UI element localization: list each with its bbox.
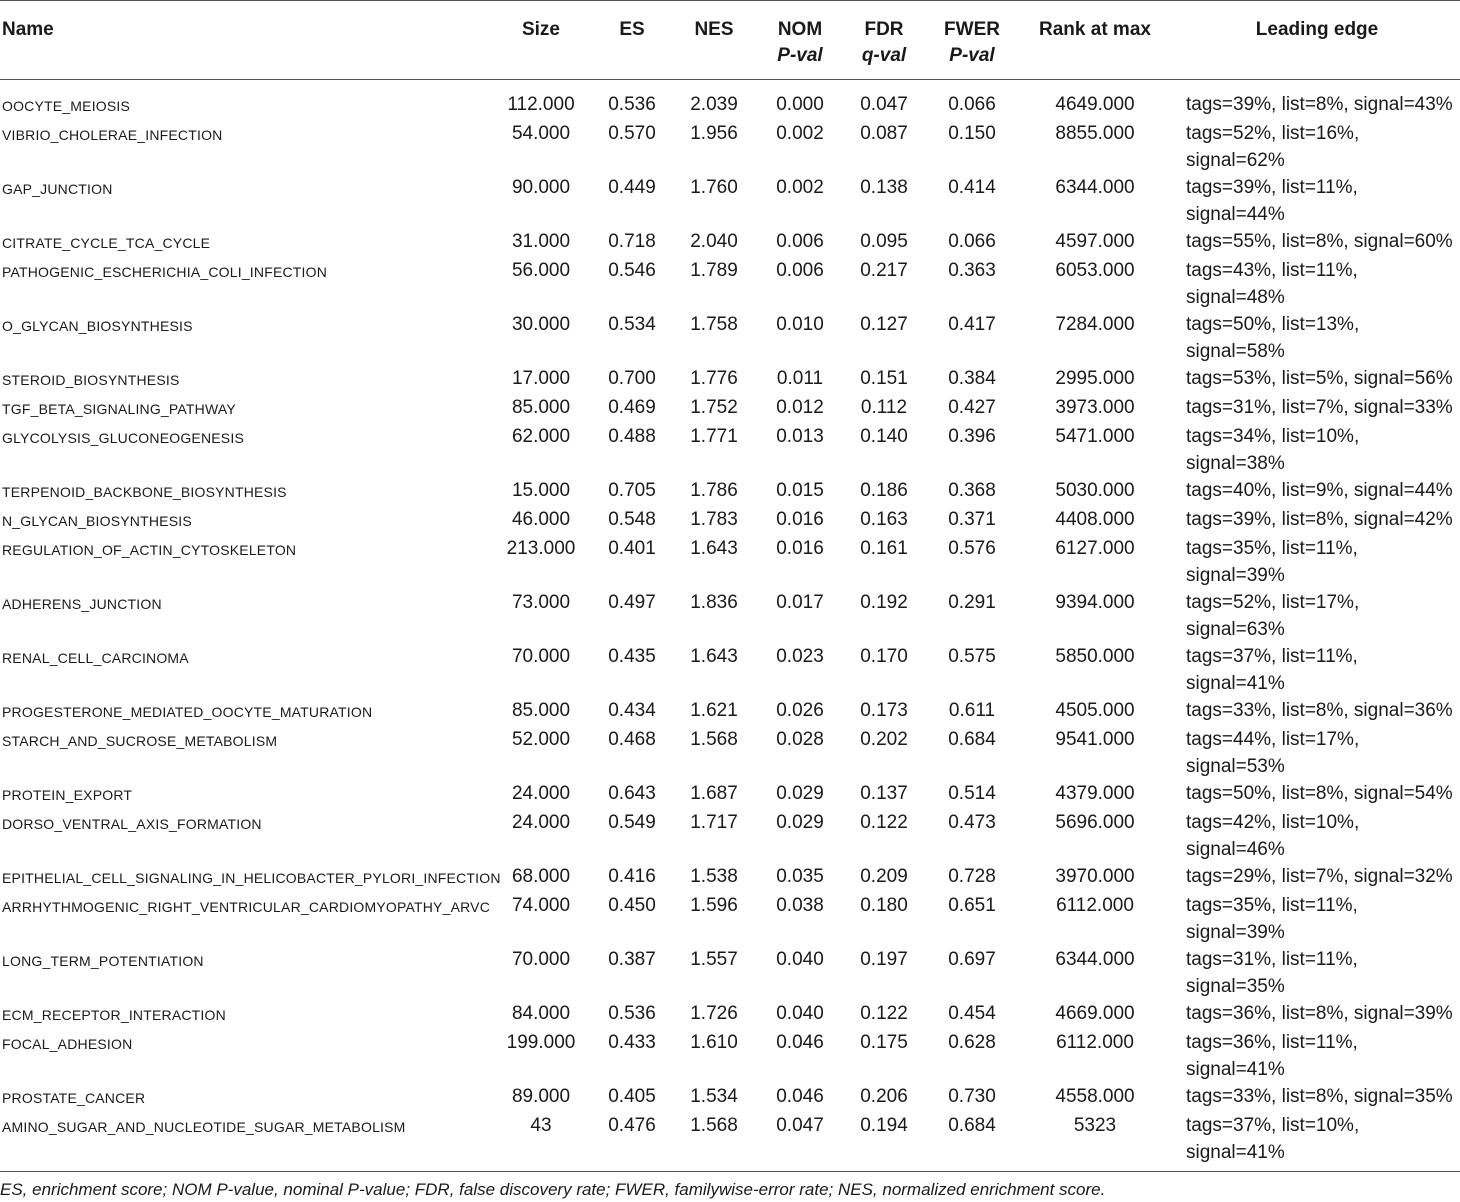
table-row: [0, 643, 1460, 697]
cell-nes: 1.568: [668, 1112, 760, 1172]
cell-leading-edge: tags=39%, list=11%, signal=44%: [1186, 177, 1358, 225]
cell-rank-at-max: 6344.000: [1055, 177, 1135, 198]
cell-rank-at-max: 4558.000: [1055, 1086, 1135, 1107]
cell-fwer-pval: 0.150: [948, 123, 996, 144]
table-row: [0, 535, 1460, 589]
cell-leading-edge: tags=31%, list=7%, signal=33%: [1186, 397, 1453, 418]
cell-es: 0.718: [608, 231, 656, 252]
cell-nom-pval: 0.040: [776, 1003, 824, 1024]
cell-nes: 1.568: [690, 729, 738, 750]
cell-leading-edge: tags=36%, list=8%, signal=39%: [1186, 1003, 1453, 1024]
cell-fdr-qval: 0.122: [860, 812, 908, 833]
cell-es: 0.416: [608, 866, 656, 887]
cell-fdr-qval: 0.122: [860, 1003, 908, 1024]
cell-leading-edge: tags=53%, list=5%, signal=56%: [1186, 368, 1453, 389]
cell-fdr-qval: 0.163: [860, 509, 908, 530]
cell-nom-pval: 0.016: [776, 509, 824, 530]
cell-nom-pval: 0.011: [776, 368, 824, 389]
table-row: [0, 506, 1460, 535]
cell-leading-edge: tags=37%, list=11%, signal=41%: [1186, 646, 1358, 694]
cell-es: 0.536: [608, 94, 656, 115]
cell-leading-edge: tags=50%, list=13%, signal=58%: [1186, 314, 1360, 362]
cell-fdr-qval: 0.112: [860, 397, 908, 418]
cell-es: 0.469: [608, 397, 656, 418]
table-row: [0, 697, 1460, 726]
cell-fwer-pval: 0.514: [948, 783, 996, 804]
cell-fdr-qval: 0.151: [860, 368, 908, 389]
cell-fwer-pval: 0.368: [948, 480, 996, 501]
cell-size: 74.000: [511, 895, 571, 916]
cell-fwer-pval: 0.396: [948, 426, 996, 447]
cell-nes: 1.717: [690, 812, 738, 833]
cell-fwer-pval: 0.684: [948, 729, 996, 750]
cell-fwer-pval: 0.575: [948, 646, 996, 667]
cell-nom-pval: 0.023: [776, 646, 824, 667]
cell-es: 0.700: [608, 368, 656, 389]
cell-nom-pval: 0.012: [776, 397, 824, 418]
cell-leading-edge: tags=39%, list=8%, signal=43%: [1186, 94, 1453, 115]
cell-name: AMINO_SUGAR_AND_NUCLEOTIDE_SUGAR_METABOLISM: [0, 1112, 486, 1172]
cell-leading-edge: tags=33%, list=8%, signal=36%: [1186, 700, 1453, 721]
cell-leading-edge: tags=50%, list=8%, signal=54%: [1186, 783, 1453, 804]
cell-name: TGF_BETA_SIGNALING_PATHWAY: [2, 401, 236, 417]
cell-name: O_GLYCAN_BIOSYNTHESIS: [2, 318, 193, 334]
cell-es: 0.435: [608, 646, 656, 667]
cell-rank-at-max: 4408.000: [1055, 509, 1135, 530]
header-name: Name: [0, 1, 486, 80]
table-row: [0, 120, 1460, 174]
cell-fwer-pval: 0.066: [948, 231, 996, 252]
cell-nom-pval: 0.006: [776, 260, 824, 281]
cell-name: PROTEIN_EXPORT: [2, 787, 133, 803]
cell-es: 0.387: [608, 949, 656, 970]
cell-fdr-qval: 0.087: [860, 123, 908, 144]
cell-fdr-qval: 0.138: [860, 177, 908, 198]
cell-es: 0.534: [608, 314, 656, 335]
cell-fdr-qval: 0.161: [860, 538, 908, 559]
cell-nes: 1.760: [690, 177, 738, 198]
cell-rank-at-max: 4649.000: [1055, 94, 1135, 115]
cell-fdr-qval: 0.047: [860, 94, 908, 115]
cell-nom-pval: 0.026: [776, 700, 824, 721]
cell-fwer-pval: 0.371: [948, 509, 996, 530]
cell-rank-at-max: 7284.000: [1055, 314, 1135, 335]
table-row: [0, 726, 1460, 780]
cell-fdr-qval: 0.192: [860, 592, 908, 613]
cell-leading-edge: tags=31%, list=11%, signal=35%: [1186, 949, 1358, 997]
cell-es: 0.549: [608, 812, 656, 833]
cell-name: FOCAL_ADHESION: [2, 1036, 133, 1052]
cell-name: ECM_RECEPTOR_INTERACTION: [2, 1007, 226, 1023]
cell-fwer-pval: 0.291: [948, 592, 996, 613]
cell-name: VIBRIO_CHOLERAE_INFECTION: [2, 127, 223, 143]
cell-size: 24.000: [511, 812, 571, 833]
cell-fwer-pval: 0.454: [948, 1003, 996, 1024]
cell-size: 90.000: [511, 177, 571, 198]
table-row: [0, 1000, 1460, 1029]
cell-leading-edge: tags=40%, list=9%, signal=44%: [1186, 480, 1453, 501]
cell-nes: 2.040: [690, 231, 738, 252]
cell-nes: 1.621: [690, 700, 738, 721]
cell-leading-edge: tags=35%, list=11%, signal=39%: [1186, 538, 1358, 586]
table-row: [0, 477, 1460, 506]
cell-nes: 1.752: [690, 397, 738, 418]
cell-nom-pval: 0.015: [776, 480, 824, 501]
header-fwer-line1: FWER: [944, 19, 1000, 40]
cell-fdr-qval: 0.197: [860, 949, 908, 970]
cell-size: 85.000: [511, 700, 571, 721]
cell-rank-at-max: 3970.000: [1055, 866, 1135, 887]
cell-size: 43: [486, 1112, 596, 1172]
cell-nes: 1.643: [690, 538, 738, 559]
table-row: [0, 311, 1460, 365]
cell-name: N_GLYCAN_BIOSYNTHESIS: [2, 513, 192, 529]
cell-nes: 1.956: [690, 123, 738, 144]
table-row: [0, 365, 1460, 394]
cell-fwer-pval: 0.730: [948, 1086, 996, 1107]
cell-size: 52.000: [511, 729, 571, 750]
cell-fdr-qval: 0.217: [860, 260, 908, 281]
cell-size: 15.000: [511, 480, 571, 501]
table-row: [0, 1112, 1460, 1172]
cell-name: GAP_JUNCTION: [2, 181, 113, 197]
cell-nom-pval: 0.010: [776, 314, 824, 335]
header-rank-at-max: Rank at max: [1016, 1, 1174, 80]
cell-name: ARRHYTHMOGENIC_RIGHT_VENTRICULAR_CARDIOMYOPATHY_ARVC: [2, 899, 491, 915]
cell-leading-edge: tags=52%, list=17%, signal=63%: [1186, 592, 1360, 640]
cell-name: DORSO_VENTRAL_AXIS_FORMATION: [2, 816, 262, 832]
cell-nes: 1.789: [690, 260, 738, 281]
cell-leading-edge: tags=42%, list=10%, signal=46%: [1186, 812, 1360, 860]
cell-es: 0.536: [608, 1003, 656, 1024]
cell-leading-edge: tags=55%, list=8%, signal=60%: [1186, 231, 1453, 252]
cell-fwer-pval: 0.651: [948, 895, 996, 916]
cell-nes: 1.836: [690, 592, 738, 613]
header-fdr-line2: q-val: [861, 45, 907, 66]
cell-rank-at-max: 4597.000: [1055, 231, 1135, 252]
cell-name: GLYCOLYSIS_GLUCONEOGENESIS: [2, 430, 244, 446]
cell-name: RENAL_CELL_CARCINOMA: [2, 650, 189, 666]
cell-nom-pval: 0.002: [776, 123, 824, 144]
cell-size: 46.000: [511, 509, 571, 530]
header-leading-edge: Leading edge: [1174, 1, 1460, 80]
cell-es: 0.488: [608, 426, 656, 447]
cell-nes: 1.538: [690, 866, 738, 887]
cell-leading-edge: tags=43%, list=11%, signal=48%: [1186, 260, 1358, 308]
cell-rank-at-max: 5696.000: [1055, 812, 1135, 833]
table-body: [0, 80, 1460, 1172]
cell-name: STARCH_AND_SUCROSE_METABOLISM: [2, 733, 278, 749]
cell-leading-edge: tags=34%, list=10%, signal=38%: [1186, 426, 1360, 474]
cell-leading-edge: tags=33%, list=8%, signal=35%: [1186, 1086, 1453, 1107]
cell-nes: 1.776: [690, 368, 738, 389]
cell-nes: 1.726: [690, 1003, 738, 1024]
cell-size: 199.000: [506, 1032, 576, 1053]
cell-name: EPITHELIAL_CELL_SIGNALING_IN_HELICOBACTER_PYLORI_INFECTION: [2, 870, 501, 886]
cell-fdr-qval: 0.206: [860, 1086, 908, 1107]
cell-nes: 1.557: [690, 949, 738, 970]
cell-nes: 2.039: [690, 94, 738, 115]
cell-es: 0.705: [608, 480, 656, 501]
cell-name: PROSTATE_CANCER: [2, 1090, 146, 1106]
cell-fwer-pval: 0.697: [948, 949, 996, 970]
cell-rank-at-max: 9394.000: [1055, 592, 1135, 613]
cell-fdr-qval: 0.175: [860, 1032, 908, 1053]
table-row: [0, 257, 1460, 311]
cell-fwer-pval: 0.684: [928, 1112, 1016, 1172]
cell-size: 213.000: [506, 538, 576, 559]
cell-leading-edge: tags=37%, list=10%, signal=41%: [1174, 1112, 1460, 1172]
header-nom-pval: [760, 1, 840, 80]
cell-nes: 1.783: [690, 509, 738, 530]
cell-size: 62.000: [511, 426, 571, 447]
cell-nom-pval: 0.002: [776, 177, 824, 198]
table-row: [0, 780, 1460, 809]
cell-nes: 1.786: [690, 480, 738, 501]
cell-fdr-qval: 0.137: [860, 783, 908, 804]
cell-es: 0.570: [608, 123, 656, 144]
cell-nom-pval: 0.006: [776, 231, 824, 252]
cell-nom-pval: 0.046: [776, 1032, 824, 1053]
cell-nom-pval: 0.017: [776, 592, 824, 613]
table-row: [0, 423, 1460, 477]
cell-fwer-pval: 0.414: [948, 177, 996, 198]
cell-size: 70.000: [511, 949, 571, 970]
header-fwer-line2: P-val: [949, 45, 995, 66]
cell-leading-edge: tags=29%, list=7%, signal=32%: [1186, 866, 1453, 887]
table-row: [0, 394, 1460, 423]
cell-name: ADHERENS_JUNCTION: [2, 596, 162, 612]
cell-rank-at-max: 4505.000: [1055, 700, 1135, 721]
cell-rank-at-max: 6344.000: [1055, 949, 1135, 970]
cell-size: 17.000: [511, 368, 571, 389]
header-nes: NES: [668, 1, 760, 80]
header-nom-line2: P-val: [777, 45, 823, 66]
cell-size: 31.000: [511, 231, 571, 252]
cell-name: STEROID_BIOSYNTHESIS: [2, 372, 180, 388]
cell-leading-edge: tags=36%, list=11%, signal=41%: [1186, 1032, 1358, 1080]
cell-es: 0.449: [608, 177, 656, 198]
cell-fwer-pval: 0.728: [948, 866, 996, 887]
cell-size: 84.000: [511, 1003, 571, 1024]
cell-nom-pval: 0.047: [760, 1112, 840, 1172]
table-row: [0, 1029, 1460, 1083]
table-header: [0, 1, 1460, 80]
cell-fwer-pval: 0.473: [948, 812, 996, 833]
table-row: [0, 863, 1460, 892]
cell-rank-at-max: 8855.000: [1055, 123, 1135, 144]
cell-es: 0.433: [608, 1032, 656, 1053]
cell-nes: 1.687: [690, 783, 738, 804]
table-row: [0, 1083, 1460, 1112]
cell-rank-at-max: 3973.000: [1055, 397, 1135, 418]
header-fdr-qval: [840, 1, 928, 80]
cell-nom-pval: 0.029: [776, 783, 824, 804]
table-row: [0, 589, 1460, 643]
cell-nom-pval: 0.028: [776, 729, 824, 750]
header-fdr-line1: FDR: [864, 19, 904, 40]
cell-nom-pval: 0.013: [776, 426, 824, 447]
cell-rank-at-max: 5030.000: [1055, 480, 1135, 501]
cell-leading-edge: tags=35%, list=11%, signal=39%: [1186, 895, 1358, 943]
cell-fwer-pval: 0.427: [948, 397, 996, 418]
cell-nom-pval: 0.029: [776, 812, 824, 833]
cell-name: OOCYTE_MEIOSIS: [2, 98, 131, 114]
cell-nom-pval: 0.000: [776, 94, 824, 115]
cell-nom-pval: 0.046: [776, 1086, 824, 1107]
cell-fdr-qval: 0.170: [860, 646, 908, 667]
cell-leading-edge: tags=52%, list=16%, signal=62%: [1186, 123, 1360, 171]
cell-size: 68.000: [511, 866, 571, 887]
cell-size: 112.000: [507, 94, 575, 115]
cell-size: 30.000: [511, 314, 571, 335]
table-row: [0, 228, 1460, 257]
cell-size: 24.000: [511, 783, 571, 804]
cell-rank-at-max: 4669.000: [1055, 1003, 1135, 1024]
header-size: Size: [486, 1, 596, 80]
cell-nes: 1.758: [690, 314, 738, 335]
cell-nom-pval: 0.035: [776, 866, 824, 887]
cell-fwer-pval: 0.384: [948, 368, 996, 389]
table-row: [0, 174, 1460, 228]
cell-rank-at-max: 5323: [1016, 1112, 1174, 1172]
cell-nom-pval: 0.038: [776, 895, 824, 916]
cell-es: 0.434: [608, 700, 656, 721]
header-fwer-pval: [928, 1, 1016, 80]
cell-es: 0.468: [608, 729, 656, 750]
cell-size: 85.000: [511, 397, 571, 418]
cell-nes: 1.596: [690, 895, 738, 916]
cell-rank-at-max: 6053.000: [1055, 260, 1135, 281]
cell-fwer-pval: 0.417: [948, 314, 996, 335]
table-footnote: ES, enrichment score; NOM P-value, nominal P-value; FDR, false discovery rate; FWER, familywise-error rate; NES, normalized enrichment score.: [0, 1180, 1106, 1199]
cell-name: CITRATE_CYCLE_TCA_CYCLE: [2, 235, 211, 251]
cell-es: 0.546: [608, 260, 656, 281]
cell-nes: 1.610: [690, 1032, 738, 1053]
cell-rank-at-max: 6112.000: [1056, 1032, 1134, 1053]
cell-es: 0.401: [608, 538, 656, 559]
cell-rank-at-max: 2995.000: [1055, 368, 1135, 389]
table-row: [0, 892, 1460, 946]
cell-size: 73.000: [511, 592, 571, 613]
table-row: [0, 946, 1460, 1000]
header-nom-line1: NOM: [777, 19, 823, 40]
cell-fdr-qval: 0.180: [860, 895, 908, 916]
cell-size: 70.000: [511, 646, 571, 667]
cell-size: 89.000: [511, 1086, 571, 1107]
header-row: [0, 1, 1460, 80]
cell-nom-pval: 0.016: [776, 538, 824, 559]
cell-fdr-qval: 0.202: [860, 729, 908, 750]
cell-fdr-qval: 0.186: [860, 480, 908, 501]
cell-nom-pval: 0.040: [776, 949, 824, 970]
cell-rank-at-max: 9541.000: [1055, 729, 1135, 750]
cell-fdr-qval: 0.209: [860, 866, 908, 887]
cell-nes: 1.534: [690, 1086, 738, 1107]
cell-fdr-qval: 0.194: [840, 1112, 928, 1172]
cell-fwer-pval: 0.363: [948, 260, 996, 281]
cell-rank-at-max: 6112.000: [1056, 895, 1134, 916]
cell-nes: 1.771: [690, 426, 738, 447]
cell-size: 54.000: [511, 123, 571, 144]
cell-fdr-qval: 0.173: [860, 700, 908, 721]
cell-name: TERPENOID_BACKBONE_BIOSYNTHESIS: [2, 484, 287, 500]
table-row: [0, 809, 1460, 863]
cell-fwer-pval: 0.576: [948, 538, 996, 559]
cell-rank-at-max: 4379.000: [1055, 783, 1135, 804]
cell-es: 0.548: [608, 509, 656, 530]
cell-fwer-pval: 0.628: [948, 1032, 996, 1053]
cell-name: LONG_TERM_POTENTIATION: [2, 953, 204, 969]
cell-rank-at-max: 6127.000: [1055, 538, 1135, 559]
cell-name: PROGESTERONE_MEDIATED_OOCYTE_MATURATION: [2, 704, 373, 720]
cell-size: 56.000: [511, 260, 571, 281]
cell-rank-at-max: 5850.000: [1055, 646, 1135, 667]
cell-rank-at-max: 5471.000: [1055, 426, 1135, 447]
cell-es: 0.450: [608, 895, 656, 916]
cell-name: REGULATION_OF_ACTIN_CYTOSKELETON: [2, 542, 297, 558]
cell-nes: 1.643: [690, 646, 738, 667]
cell-fdr-qval: 0.127: [860, 314, 908, 335]
cell-fdr-qval: 0.095: [860, 231, 908, 252]
table-row: [0, 80, 1460, 121]
cell-leading-edge: tags=39%, list=8%, signal=42%: [1186, 509, 1453, 530]
cell-leading-edge: tags=44%, list=17%, signal=53%: [1186, 729, 1360, 777]
cell-es: 0.476: [596, 1112, 668, 1172]
cell-fwer-pval: 0.611: [948, 700, 996, 721]
cell-fwer-pval: 0.066: [948, 94, 996, 115]
cell-es: 0.405: [608, 1086, 656, 1107]
cell-fdr-qval: 0.140: [860, 426, 908, 447]
cell-es: 0.643: [608, 783, 656, 804]
cell-es: 0.497: [608, 592, 656, 613]
header-es: ES: [596, 1, 668, 80]
cell-name: PATHOGENIC_ESCHERICHIA_COLI_INFECTION: [2, 264, 328, 280]
